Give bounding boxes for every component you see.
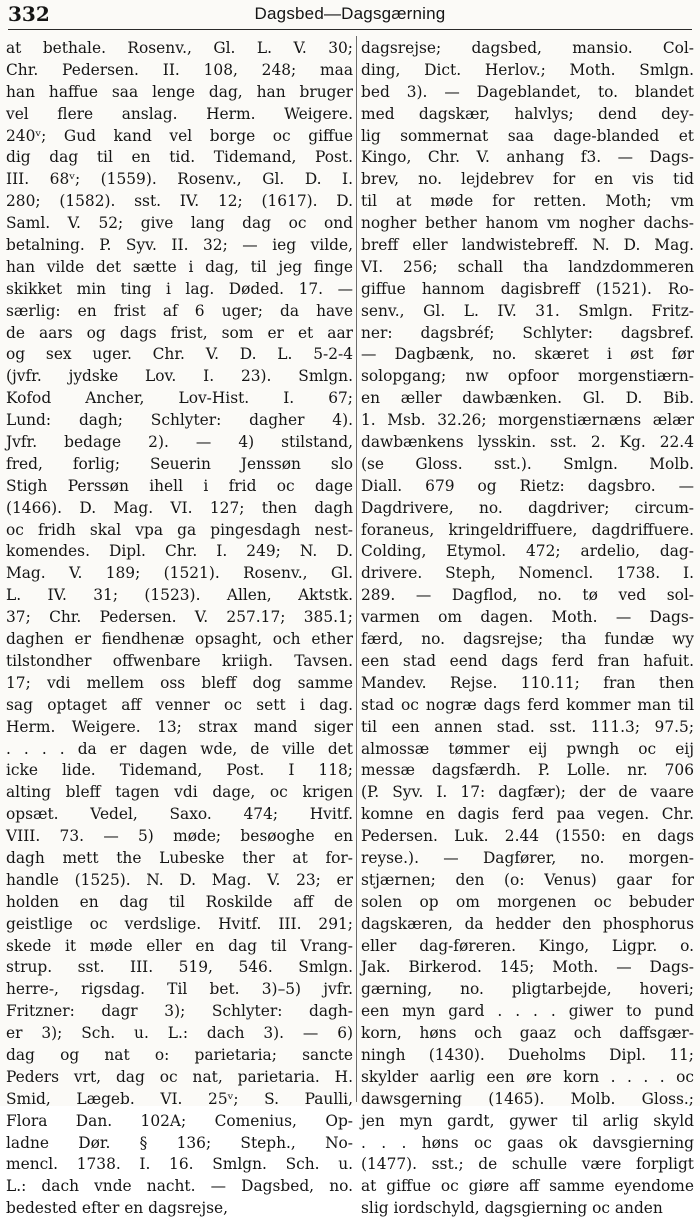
- text-line: Pedersen. Luk. 2.44 (1550: en dags: [361, 827, 694, 846]
- text-line: tilstondher offwenbare kriigh. Tavsen.: [6, 651, 353, 670]
- text-line: solopgang; nw opfoor morgenstiærn-: [361, 367, 694, 386]
- text-line: oc fridh skal vpa ga pingesdagh nest-: [6, 520, 353, 539]
- text-line: komne en dagis ferd paa vegen. Chr.: [361, 805, 694, 824]
- text-line: bed 3). — Dageblandet, to. blandet: [361, 82, 694, 101]
- text-line: Fritzner: dagr 3); Schlyter: dagh-: [6, 1002, 353, 1021]
- text-line: dawbænkens lysskin. sst. 2. Kg. 22.4: [361, 433, 694, 452]
- running-title: Dagsbed—Dagsgærning: [254, 4, 446, 23]
- text-line: dagsrejse; dagsbed, mansio. Col-: [361, 39, 694, 57]
- text-line: — Dagbænk, no. skæret i øst før: [361, 345, 694, 364]
- text-line: Chr. Pedersen. II. 108, 248; maa: [6, 60, 353, 79]
- text-line: Herm. Weigere. 13; strax mand siger: [6, 717, 353, 736]
- text-line: at bethale. Rosenv., Gl. L. V. 30;: [6, 39, 353, 57]
- text-line: breff eller landwistebreff. N. D. Mag.: [361, 236, 694, 255]
- text-line: 240ᵛ; Gud kand vel borge oc giffue: [6, 126, 353, 145]
- text-line: handle (1525). N. D. Mag. V. 23; er: [6, 870, 353, 889]
- text-line: skikket min ting i lag. Døded. 17. —: [6, 279, 353, 298]
- text-line: skede it møde eller en dag til Vrang-: [6, 936, 353, 955]
- text-line: een stad eend dags ferd fran hafuit.: [361, 651, 694, 670]
- text-line: 17; vdi mellem oss bleff dog samme: [6, 673, 353, 692]
- text-line: (1477). sst.; de schulle være forpligt: [361, 1155, 694, 1174]
- text-line: ner: dagsbréf; Schlyter: dagsbref.: [361, 323, 694, 342]
- text-line: betalning. P. Syv. II. 32; — ieg vilde,: [6, 236, 353, 255]
- text-line: han vilde det sætte i dag, til jeg finge: [6, 257, 353, 276]
- text-line: (se Gloss. sst.). Smlgn. Molb.: [361, 454, 694, 473]
- text-line: III. 68ᵛ; (1559). Rosenv., Gl. D. I.: [6, 170, 353, 189]
- text-line: VI. 256; schall tha landzdommeren: [361, 257, 694, 276]
- text-line: (1466). D. Mag. VI. 127; then dagh: [6, 498, 353, 517]
- text-line: bedested efter en dagsrejse,: [6, 1199, 229, 1218]
- text-line: at giffue oc giøre aff samme eyendome: [361, 1177, 694, 1196]
- text-line: han haffue saa lenge dag, han bruger: [6, 82, 353, 101]
- text-line: een myn gard . . . . giwer to pund: [361, 1002, 694, 1021]
- text-line: strup. sst. III. 519, 546. Smlgn.: [6, 958, 353, 977]
- text-line: solen op om morgenen oc bebuder: [361, 892, 694, 911]
- text-line: til een annen stad. sst. 111.3; 97.5;: [361, 717, 694, 736]
- header-rule: [8, 29, 692, 30]
- text-line: Jvfr. bedage 2). — 4) stilstand,: [6, 433, 353, 452]
- text-line: alting bleff tagen vdi dage, oc krigen: [6, 783, 353, 802]
- text-line: og sex uger. Chr. V. D. L. 5-2-4: [6, 345, 353, 364]
- text-line: L.: dach vnde nacht. — Dagsbed, no.: [6, 1177, 353, 1196]
- text-line: særlig: en frist af 6 uger; da have: [6, 301, 353, 320]
- text-line: komendes. Dipl. Chr. I. 249; N. D.: [6, 542, 353, 561]
- text-line: (jvfr. jydske Lov. I. 23). Smlgn.: [6, 367, 353, 386]
- text-line: messæ dagsfærdh. P. Lolle. nr. 706: [361, 761, 694, 780]
- text-line: Colding, Etymol. 472; ardelio, dag-: [361, 542, 694, 561]
- text-line: gærning, no. pligtarbejde, hoveri;: [361, 980, 694, 999]
- text-line: nogher bether hanom vm nogher dachs-: [361, 214, 694, 233]
- text-line: 37; Chr. Pedersen. V. 257.17; 385.1;: [6, 608, 353, 627]
- text-line: eller dag-føreren. Kingo, Ligpr. o.: [361, 936, 694, 955]
- text-line: jen myn gardt, gywer til arlig skyld: [361, 1111, 694, 1130]
- text-line: herre-, rigsdag. Til bet. 3)–5) jvfr.: [6, 980, 353, 999]
- text-line: sag optaget aff venner oc sett i dag.: [6, 695, 353, 714]
- text-line: Dagdrivere, no. dagdriver; circum-: [361, 498, 694, 517]
- text-line: slig iordschyld, dagsgierning oc anden: [361, 1199, 663, 1218]
- text-line: daghen er fiendhenæ opsaght, och ether: [6, 630, 353, 649]
- text-line: Kofod Ancher, Lov-Hist. I. 67;: [6, 389, 353, 408]
- text-line: Flora Dan. 102A; Comenius, Op-: [6, 1111, 353, 1130]
- text-line: lig sommernat saa dage-blanded et: [361, 126, 694, 145]
- text-line: skylder aarlig een øre korn . . . . oc: [361, 1067, 694, 1086]
- text-line: 1. Msb. 32.26; morgenstiærnæns ælær: [361, 411, 694, 430]
- page-header: [8, 2, 692, 26]
- text-line: drivere. Steph, Nomencl. 1738. I.: [361, 564, 694, 583]
- text-line: med dagskær, halvlys; dend dey-: [361, 104, 694, 123]
- text-line: holden en dag til Roskilde aff de: [6, 892, 353, 911]
- text-line: 280; (1582). sst. IV. 12; (1617). D.: [6, 192, 353, 211]
- column-divider: [356, 36, 357, 1102]
- text-line: Mandev. Rejse. 110.11; fran then: [361, 673, 694, 692]
- text-line: en æller dawbænken. Gl. D. Bib.: [361, 389, 694, 408]
- text-line: L. IV. 31; (1523). Allen, Aktstk.: [6, 586, 353, 605]
- text-line: (P. Syv. I. 17: dagfær); der de vaare: [361, 783, 694, 802]
- text-line: dawsgerning (1465). Molb. Gloss.;: [361, 1089, 694, 1108]
- text-line: færd, no. dagsrejse; tha fundæ wy: [361, 630, 694, 649]
- text-line: almossæ tømmer eij pwngh oc eij: [361, 739, 694, 758]
- text-line: dagskæren, da hedder den phosphorus: [361, 914, 694, 933]
- text-line: varmen om dagen. Moth. — Dags-: [361, 608, 694, 627]
- text-line: ladne Dør. § 136; Steph., No-: [6, 1133, 353, 1152]
- text-line: vel flere anslag. Herm. Weigere.: [6, 104, 353, 123]
- text-line: Diall. 679 og Rietz: dagsbro. —: [361, 476, 694, 495]
- text-line: . . . høns oc gaas ok davsgierning: [361, 1133, 694, 1152]
- text-line: reyse.). — Dagfører, no. morgen-: [361, 848, 694, 867]
- text-line: er 3); Sch. u. L.: dach 3). — 6): [6, 1024, 353, 1043]
- text-line: geistlige oc verdslige. Hvitf. III. 291;: [6, 914, 353, 933]
- text-line: dagh mett the Lubeske ther at for-: [6, 848, 353, 867]
- text-line: korn, høns och gaaz och daffsgær-: [361, 1024, 694, 1043]
- text-line: til at møde for retten. Moth; vm: [361, 192, 694, 211]
- text-line: stad oc nogræ dags ferd kommer man til: [361, 695, 694, 714]
- text-line: foraneus, kringeldriffuere, dagdriffuere.: [361, 520, 694, 539]
- right-text-column: [361, 38, 694, 1218]
- text-line: senv., Gl. L. IV. 31. Smlgn. Fritz-: [361, 301, 694, 320]
- text-line: de aars og dags frist, som er et aar: [6, 323, 353, 342]
- text-line: mencl. 1738. I. 16. Smlgn. Sch. u.: [6, 1155, 353, 1174]
- text-line: Lund: dagh; Schlyter: dagher 4).: [6, 411, 353, 430]
- text-line: stjærnen; den (o: Venus) gaar for: [361, 870, 694, 889]
- text-line: Stigh Perssøn ihell i frid oc dage: [6, 476, 353, 495]
- left-text-column: [6, 38, 353, 1218]
- text-line: dag og nat o: parietaria; sancte: [6, 1045, 353, 1064]
- text-line: dig dag til en tid. Tidemand, Post.: [6, 148, 353, 167]
- text-line: Smid, Lægeb. VI. 25ᵛ; S. Paulli,: [6, 1089, 353, 1108]
- text-line: icke lide. Tidemand, Post. I 118;: [6, 761, 353, 780]
- text-line: VIII. 73. — 5) møde; besøoghe en: [6, 827, 353, 846]
- text-line: . . . . da er dagen wde, de ville det: [6, 739, 353, 758]
- text-line: ningh (1430). Dueholms Dipl. 11;: [361, 1045, 694, 1064]
- text-line: Peders vrt, dag oc nat, parietaria. H.: [6, 1067, 353, 1086]
- text-line: brev, no. lejdebrev for en vis tid: [361, 170, 694, 189]
- text-line: Mag. V. 189; (1521). Rosenv., Gl.: [6, 564, 353, 583]
- text-line: ding, Dict. Herlov.; Moth. Smlgn.: [361, 60, 694, 79]
- text-line: opsæt. Vedel, Saxo. 474; Hvitf.: [6, 805, 353, 824]
- text-line: Jak. Birkerod. 145; Moth. — Dags-: [361, 958, 694, 977]
- text-line: giffue hannom dagisbreff (1521). Ro-: [361, 279, 694, 298]
- page-number: 332: [8, 2, 50, 26]
- text-line: Saml. V. 52; give lang dag oc ond: [6, 214, 353, 233]
- text-line: fred, forlig; Seuerin Jenssøn slo: [6, 454, 353, 473]
- text-line: 289. — Dagflod, no. tø ved sol-: [361, 586, 694, 605]
- text-line: Kingo, Chr. V. anhang f3. — Dags-: [361, 148, 694, 167]
